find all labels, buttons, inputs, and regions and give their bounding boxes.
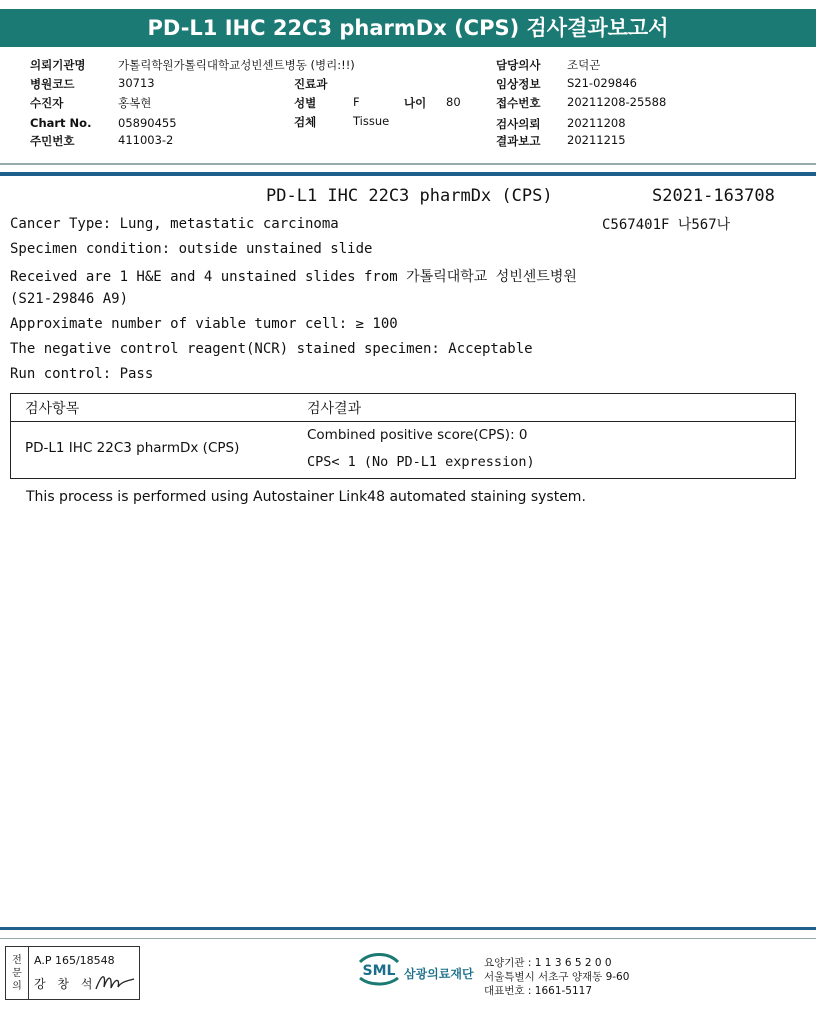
table-result-score: Combined positive score(CPS): 0 — [307, 427, 528, 443]
clinical-label: 임상정보 — [496, 77, 541, 91]
chart-label: Chart No. — [30, 116, 92, 130]
specimen-value: Tissue — [353, 114, 390, 128]
body-line: Received are 1 H&E and 4 unstained slides from 가톨릭대학교 성빈센트병원 — [10, 269, 577, 285]
provider-number: 요양기관 : 1 1 3 6 5 2 0 0 — [484, 957, 612, 969]
report-date-value: 20211215 — [567, 133, 626, 147]
stamp-vertical-label: 전 문 의 — [6, 947, 29, 999]
report-date-label: 결과보고 — [496, 134, 541, 148]
col-result-header: 검사결과 — [307, 401, 362, 417]
age-label: 나이 — [404, 96, 427, 110]
body-line: Run control: Pass — [10, 366, 154, 382]
table-result-expression: CPS< 1 (No PD-L1 expression) — [307, 454, 535, 470]
sml-logo-icon — [356, 952, 402, 986]
doctor-label: 담당의사 — [496, 58, 541, 72]
specimen-label: 검체 — [294, 115, 317, 129]
patient-value: 홍복현 — [118, 96, 152, 110]
svg-text:SML: SML — [362, 963, 396, 979]
hospital-label: 의뢰기관명 — [30, 58, 86, 72]
address: 서울특별시 서초구 양재동 9-60 — [484, 971, 630, 983]
result-table — [10, 393, 796, 479]
footer-divider — [0, 927, 816, 930]
org-name: 삼광의료재단 — [404, 967, 474, 981]
divider — [0, 163, 816, 165]
report-title: PD-L1 IHC 22C3 pharmDx (CPS) 검사결과보고서 — [0, 9, 816, 47]
patient-label: 수진자 — [30, 96, 64, 110]
body-line: (S21-29846 A9) — [10, 291, 129, 307]
body-line: Cancer Type: Lung, metastatic carcinoma — [10, 216, 339, 232]
test-name: PD-L1 IHC 22C3 pharmDx (CPS) — [266, 186, 553, 206]
chart-value: 05890455 — [118, 116, 177, 130]
phone: 대표번호 : 1661-5117 — [484, 985, 593, 997]
stamp-ap-number: A.P 165/18548 — [34, 954, 115, 967]
age-value: 80 — [446, 95, 461, 109]
pathologist-stamp — [5, 946, 140, 1000]
side-note: C567401F 나567나 — [602, 217, 731, 233]
id-value: 411003-2 — [118, 133, 174, 147]
sex-label: 성별 — [294, 96, 317, 110]
dept-label: 진료과 — [294, 77, 328, 91]
body-line: Specimen condition: outside unstained slide — [10, 241, 373, 257]
clinical-value: S21-029846 — [567, 76, 637, 90]
doctor-value: 조덕곤 — [567, 58, 601, 72]
footer-divider-thin — [0, 938, 816, 939]
id-label: 주민번호 — [30, 134, 75, 148]
body-line: The negative control reagent(NCR) stained specimen: Acceptable — [10, 341, 533, 357]
col-item-header: 검사항목 — [25, 401, 80, 417]
table-header-row — [11, 394, 795, 422]
code-value: 30713 — [118, 76, 155, 90]
footnote: This process is performed using Autostainer Link48 automated staining system. — [26, 489, 586, 505]
receipt-label: 접수번호 — [496, 96, 541, 110]
request-label: 검사의뢰 — [496, 117, 541, 131]
stamp-name: 강 창 석 — [34, 977, 97, 991]
table-item: PD-L1 IHC 22C3 pharmDx (CPS) — [25, 440, 240, 456]
code-label: 병원코드 — [30, 77, 75, 91]
report-number: S2021-163708 — [652, 186, 775, 206]
signature-icon — [94, 969, 136, 995]
hospital-value: 가톨릭학원가톨릭대학교성빈센트병동 (병리:!!) — [118, 58, 355, 72]
receipt-value: 20211208-25588 — [567, 95, 667, 109]
request-value: 20211208 — [567, 116, 626, 130]
sex-value: F — [353, 95, 360, 109]
divider-thick — [0, 172, 816, 176]
body-line: Approximate number of viable tumor cell: ≥ 100 — [10, 316, 398, 332]
